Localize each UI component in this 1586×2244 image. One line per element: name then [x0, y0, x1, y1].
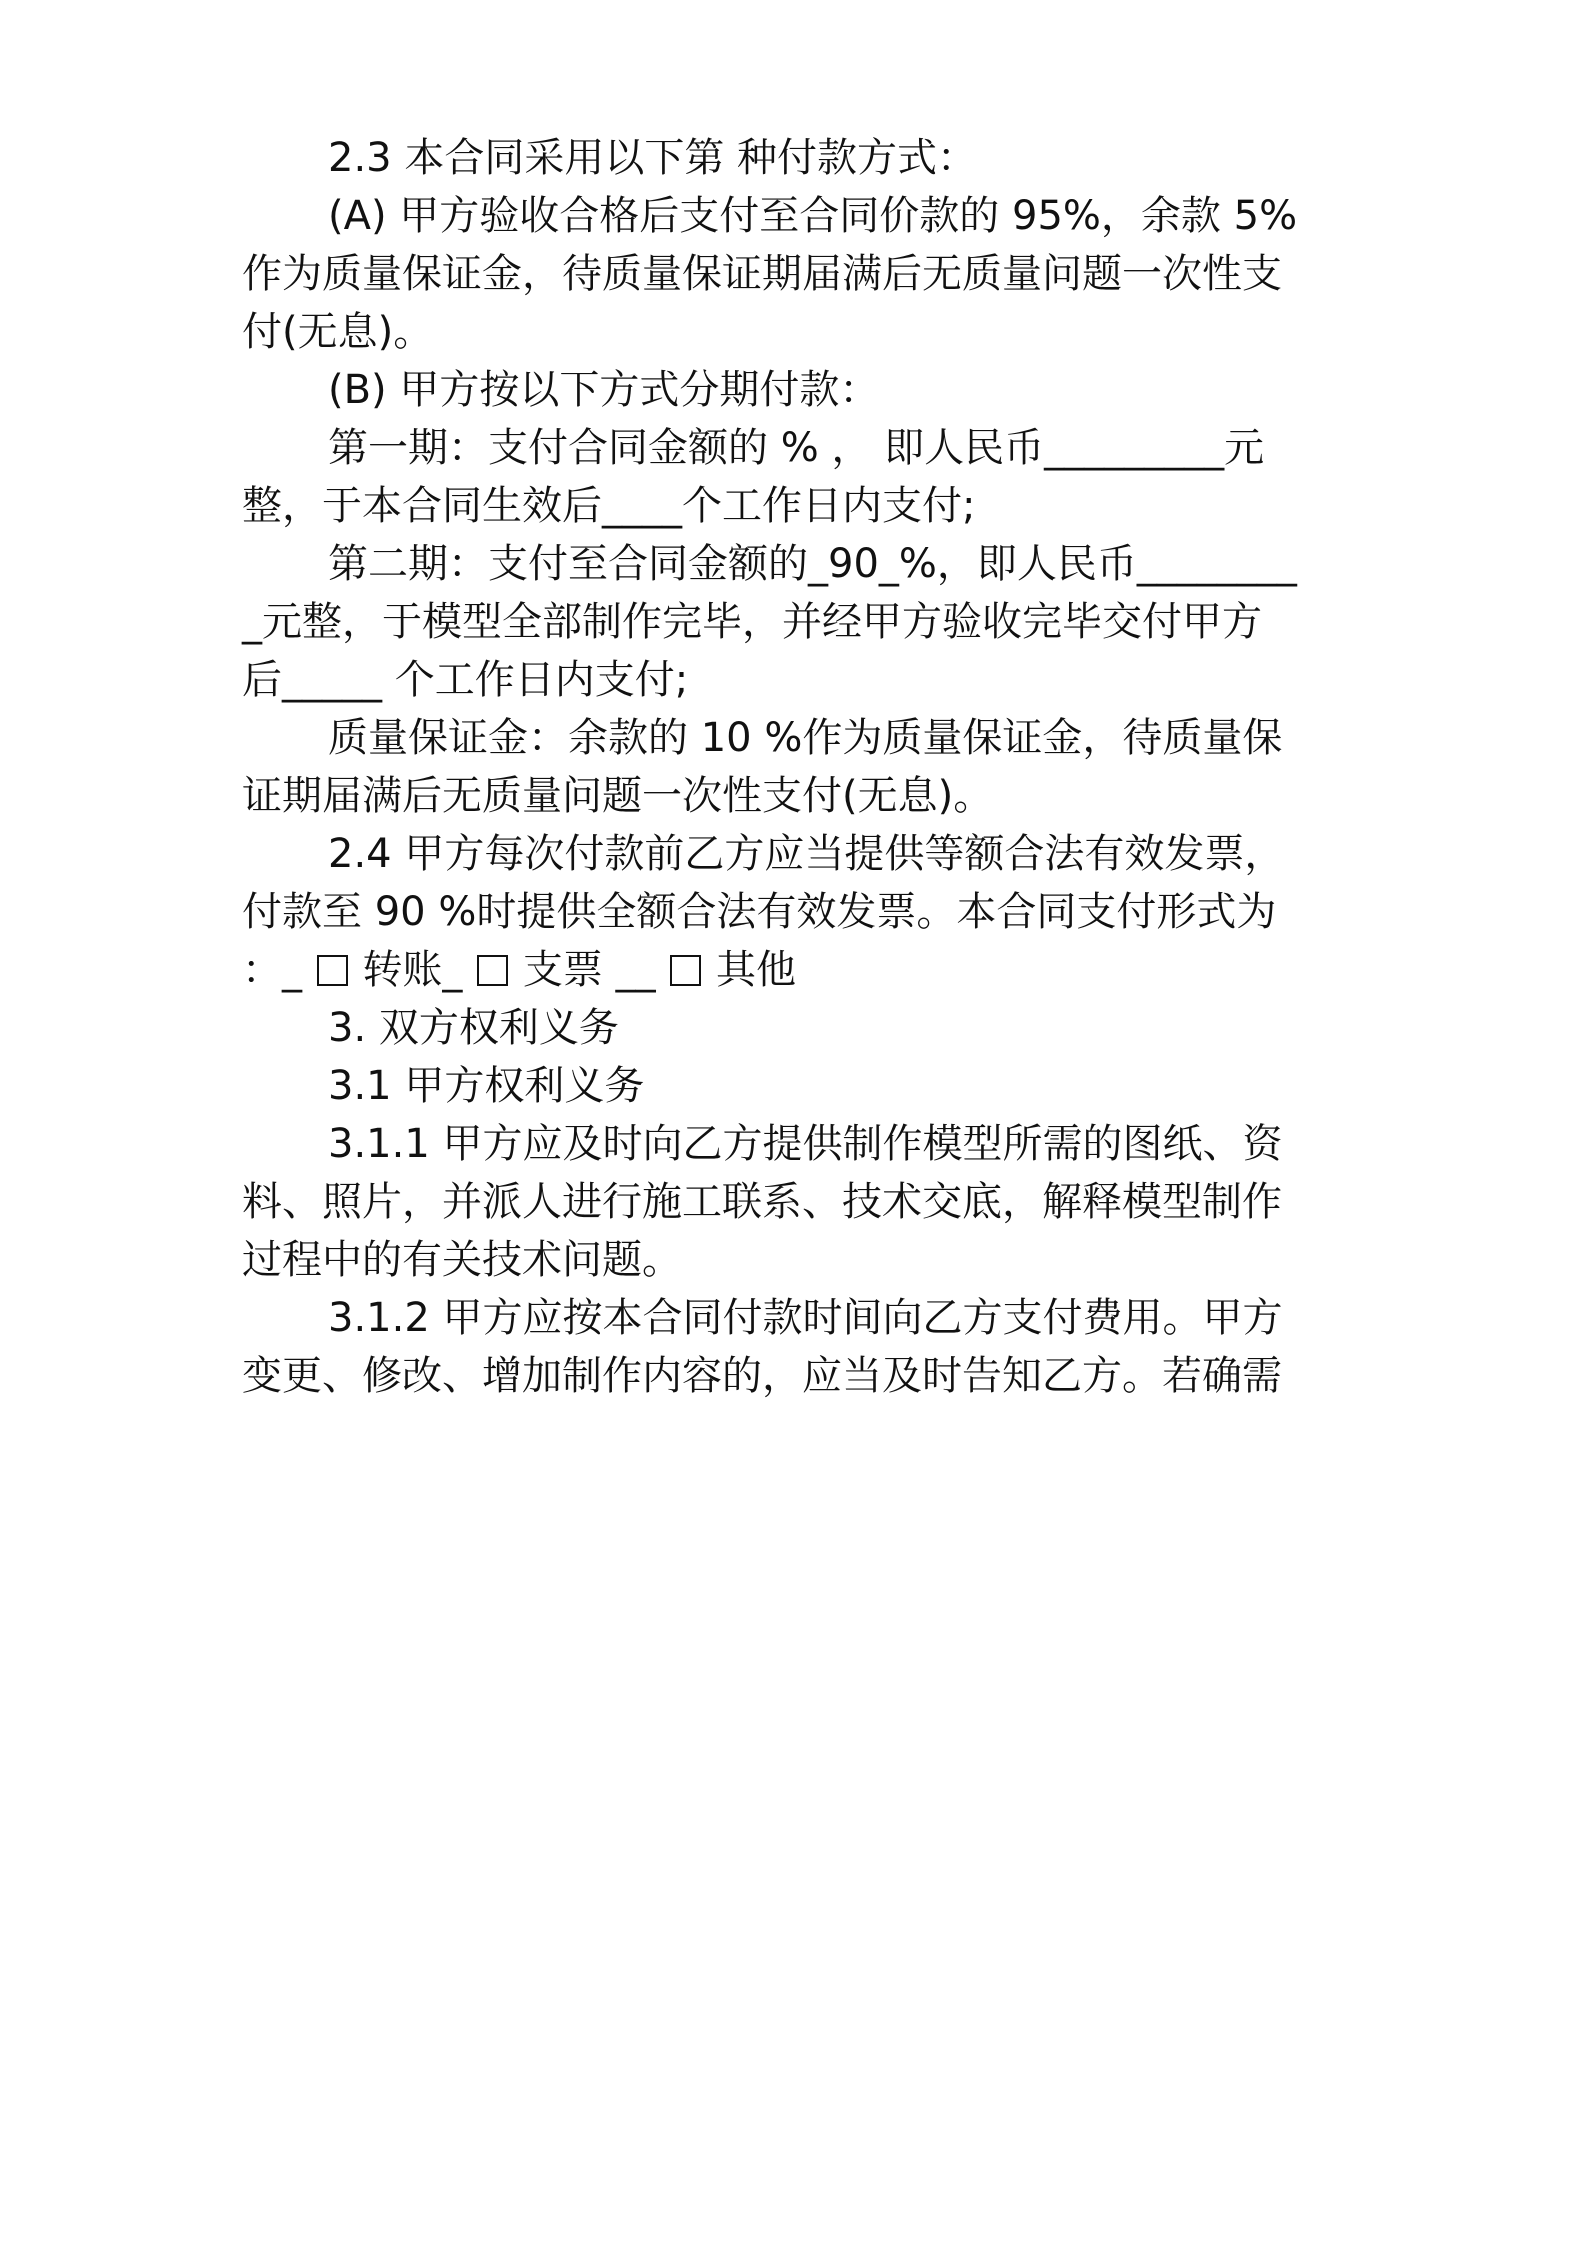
- cheque-label: 支票 __: [522, 947, 656, 993]
- section-3-1-heading: 3.1 甲方权利义务: [328, 1063, 645, 1109]
- option-a-line-3: 付(无息)。: [242, 309, 434, 355]
- payment-form-prefix: ：_: [242, 947, 302, 993]
- clause-2-4-line-2: 付款至 90 %时提供全额合法有效发票。本合同支付形式为: [242, 889, 1277, 935]
- installment-2-line-1: 第二期：支付至合同金额的_90_%，即人民币________: [328, 541, 1297, 587]
- installment-2-line-3: 后_____ 个工作日内支付;: [242, 657, 689, 703]
- option-a-line-1: (A) 甲方验收合格后支付至合同价款的 95%，余款 5%: [328, 193, 1298, 239]
- installment-2-line-2: _元整，于模型全部制作完毕，并经甲方验收完毕交付甲方: [242, 599, 1262, 645]
- other-checkbox[interactable]: [670, 955, 701, 986]
- clause-3-1-1-line-1: 3.1.1 甲方应及时向乙方提供制作模型所需的图纸、资: [328, 1121, 1283, 1167]
- cheque-checkbox[interactable]: [477, 955, 508, 986]
- clause-2-3-heading: 2.3 本合同采用以下第 种付款方式：: [328, 135, 978, 181]
- option-b-heading: (B) 甲方按以下方式分期付款：: [328, 367, 880, 413]
- other-label: 其他: [716, 947, 797, 993]
- clause-3-1-1-line-3: 过程中的有关技术问题。: [242, 1237, 682, 1283]
- warranty-line-1: 质量保证金：余款的 10 %作为质量保证金，待质量保: [328, 715, 1283, 761]
- clause-2-4-line-1: 2.4 甲方每次付款前乙方应当提供等额合法有效发票，: [328, 831, 1285, 877]
- section-3-heading: 3. 双方权利义务: [328, 1005, 619, 1051]
- clause-3-1-1-line-2: 料、照片，并派人进行施工联系、技术交底，解释模型制作: [242, 1179, 1282, 1225]
- clause-3-1-2-line-2: 变更、修改、增加制作内容的，应当及时告知乙方。若确需: [242, 1353, 1282, 1399]
- warranty-line-2: 证期届满后无质量问题一次性支付(无息)。: [242, 773, 994, 819]
- transfer-label: 转账_: [362, 947, 463, 993]
- clause-3-1-2-line-1: 3.1.2 甲方应按本合同付款时间向乙方支付费用。甲方: [328, 1295, 1283, 1341]
- installment-1-line-2: 整，于本合同生效后____个工作日内支付;: [242, 483, 976, 529]
- transfer-checkbox[interactable]: [317, 955, 348, 986]
- installment-1-line-1: 第一期：支付合同金额的 % ， 即人民币_________元: [328, 425, 1265, 471]
- option-a-line-2: 作为质量保证金，待质量保证期届满后无质量问题一次性支: [242, 251, 1282, 297]
